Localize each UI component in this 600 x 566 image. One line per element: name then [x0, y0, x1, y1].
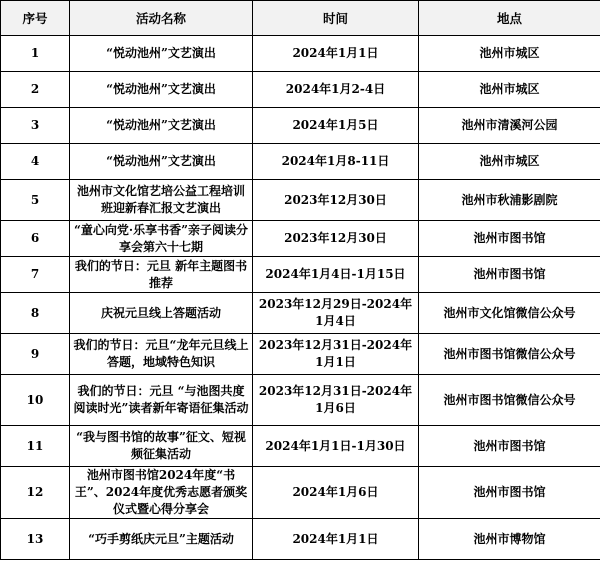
- table-row: [1, 221, 600, 257]
- cell-time: 2024年1月2-4日: [253, 72, 419, 108]
- table-row: [1, 144, 600, 180]
- cell-place: 池州市博物馆: [419, 519, 600, 560]
- table-row: [1, 334, 600, 375]
- cell-place: 池州市图书馆: [419, 221, 600, 257]
- cell-name: “童心向党·乐享书香”亲子阅读分享会第六十七期: [70, 221, 253, 257]
- table-row: [1, 426, 600, 467]
- cell-time: 2024年1月4日-1月15日: [253, 257, 419, 293]
- cell-index: 4: [1, 144, 70, 180]
- cell-name: “悦动池州”文艺演出: [70, 108, 253, 144]
- cell-index: 7: [1, 257, 70, 293]
- cell-place: 池州市城区: [419, 72, 600, 108]
- cell-time: 2024年1月1日: [253, 36, 419, 72]
- cell-place: 池州市图书馆: [419, 257, 600, 293]
- cell-name: 我们的节日：元旦 新年主题图书推荐: [70, 257, 253, 293]
- table-row: [1, 519, 600, 560]
- header-time: 时间: [253, 1, 419, 36]
- header-index: 序号: [1, 1, 70, 36]
- cell-name: 池州市文化馆艺培公益工程培训班迎新春汇报文艺演出: [70, 180, 253, 221]
- cell-time: 2024年1月6日: [253, 467, 419, 519]
- cell-place: 池州市图书馆: [419, 426, 600, 467]
- table-row: [1, 293, 600, 334]
- cell-place: 池州市图书馆: [419, 467, 600, 519]
- cell-index: 5: [1, 180, 70, 221]
- cell-place: 池州市文化馆微信公众号: [419, 293, 600, 334]
- header-place: 地点: [419, 1, 600, 36]
- cell-place: 池州市清溪河公园: [419, 108, 600, 144]
- cell-index: 3: [1, 108, 70, 144]
- cell-place: 池州市城区: [419, 144, 600, 180]
- cell-time: 2024年1月5日: [253, 108, 419, 144]
- table-row: [1, 108, 600, 144]
- cell-place: 池州市图书馆微信公众号: [419, 375, 600, 426]
- cell-time: 2023年12月31日-2024年1月6日: [253, 375, 419, 426]
- cell-name: “巧手剪纸庆元旦”主题活动: [70, 519, 253, 560]
- cell-index: 8: [1, 293, 70, 334]
- cell-place: 池州市图书馆微信公众号: [419, 334, 600, 375]
- cell-name: “悦动池州”文艺演出: [70, 36, 253, 72]
- table-row: [1, 36, 600, 72]
- cell-index: 12: [1, 467, 70, 519]
- header-name: 活动名称: [70, 1, 253, 36]
- cell-place: 池州市秋浦影剧院: [419, 180, 600, 221]
- cell-index: 10: [1, 375, 70, 426]
- cell-name: 池州市图书馆2024年度“书王”、2024年度优秀志愿者颁奖仪式暨心得分享会: [70, 467, 253, 519]
- cell-time: 2023年12月31日-2024年1月1日: [253, 334, 419, 375]
- cell-index: 2: [1, 72, 70, 108]
- table-row: [1, 467, 600, 519]
- cell-name: 庆祝元旦线上答题活动: [70, 293, 253, 334]
- cell-name: “悦动池州”文艺演出: [70, 144, 253, 180]
- cell-name: 我们的节日：元旦“龙年元旦线上答题，地域特色知识: [70, 334, 253, 375]
- cell-time: 2024年1月8-11日: [253, 144, 419, 180]
- table-row: [1, 180, 600, 221]
- table-row: [1, 257, 600, 293]
- cell-index: 13: [1, 519, 70, 560]
- cell-name: “我与图书馆的故事”征文、短视频征集活动: [70, 426, 253, 467]
- table-row: [1, 375, 600, 426]
- cell-time: 2023年12月30日: [253, 180, 419, 221]
- cell-place: 池州市城区: [419, 36, 600, 72]
- cell-time: 2024年1月1日-1月30日: [253, 426, 419, 467]
- cell-name: “悦动池州”文艺演出: [70, 72, 253, 108]
- cell-name: 我们的节日：元旦 “与池图共度阅读时光”读者新年寄语征集活动: [70, 375, 253, 426]
- cell-time: 2024年1月1日: [253, 519, 419, 560]
- table-header-row: [1, 1, 600, 36]
- cell-index: 11: [1, 426, 70, 467]
- cell-time: 2023年12月30日: [253, 221, 419, 257]
- cell-index: 9: [1, 334, 70, 375]
- cell-index: 6: [1, 221, 70, 257]
- table-row: [1, 72, 600, 108]
- cell-index: 1: [1, 36, 70, 72]
- cell-time: 2023年12月29日-2024年1月4日: [253, 293, 419, 334]
